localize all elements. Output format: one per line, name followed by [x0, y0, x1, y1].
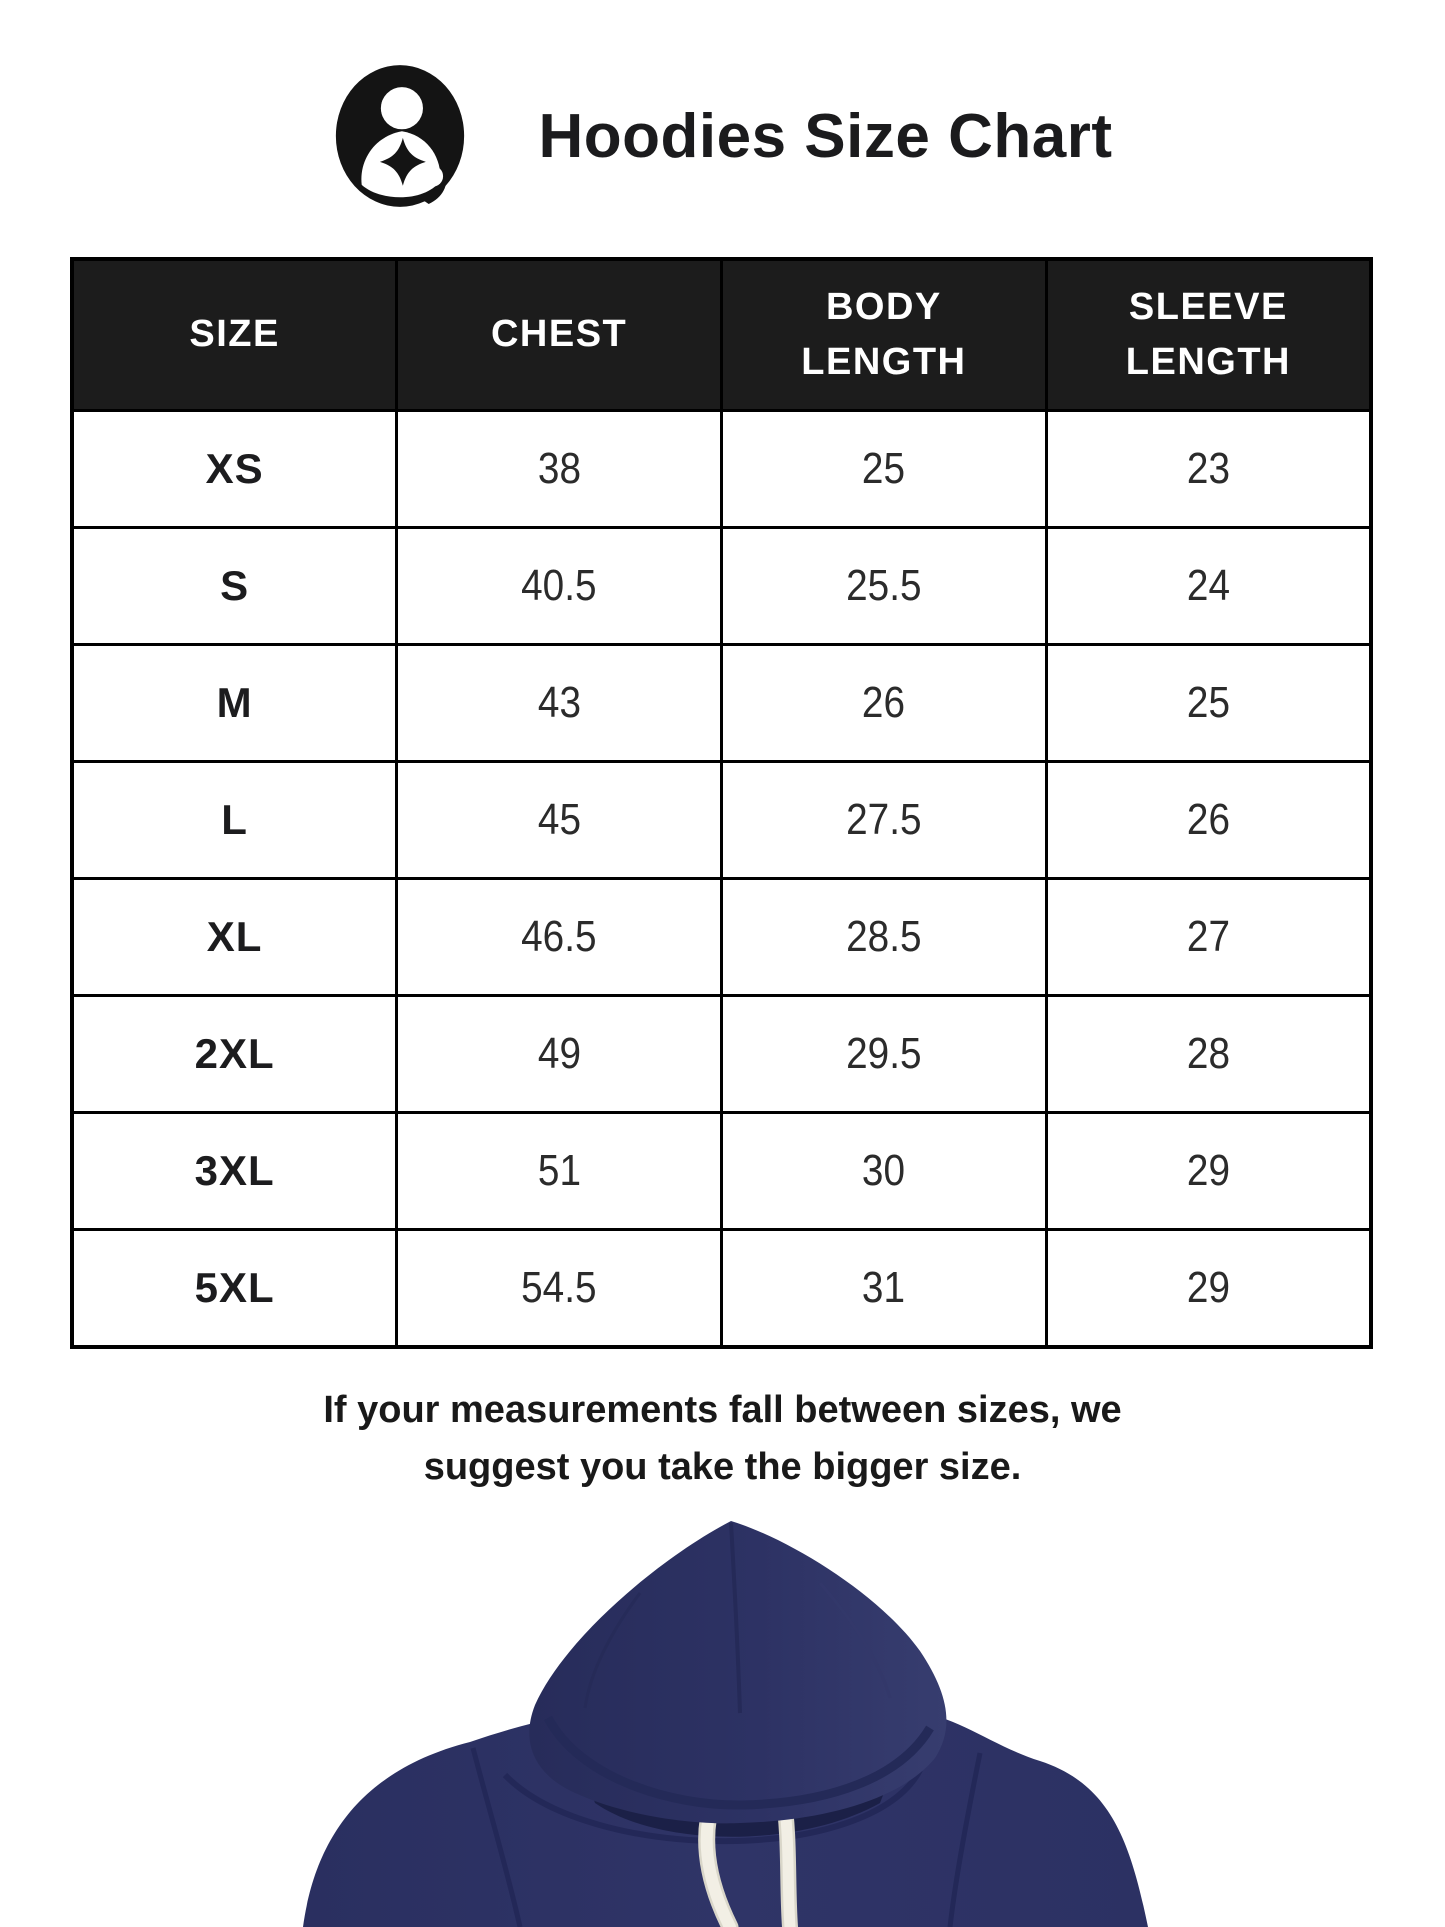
chest-cell: 46.5: [397, 879, 722, 996]
chest-cell: 51: [397, 1113, 722, 1230]
sleeve-length-cell: 26: [1046, 762, 1371, 879]
sleeve-length-cell: 23: [1046, 411, 1371, 528]
size-cell: 3XL: [72, 1113, 397, 1230]
brand-mascot-logo-icon: [333, 62, 467, 210]
body-length-cell: 31: [722, 1230, 1047, 1347]
sleeve-length-cell: 29: [1046, 1113, 1371, 1230]
chest-cell: 38: [397, 411, 722, 528]
body-length-cell: 30: [722, 1113, 1047, 1230]
sleeve-length-cell: 27: [1046, 879, 1371, 996]
table-row-xs: [72, 411, 1371, 528]
body-length-cell: 25.5: [722, 528, 1047, 645]
table-row-m: [72, 645, 1371, 762]
body-length-cell: 28.5: [722, 879, 1047, 996]
table-row-s: [72, 528, 1371, 645]
brand-header: [0, 62, 1445, 210]
chest-cell: 54.5: [397, 1230, 722, 1347]
table-row-3xl: [72, 1113, 1371, 1230]
size-cell: XL: [72, 879, 397, 996]
column-header-chest: CHEST: [397, 259, 722, 411]
chest-cell: 43: [397, 645, 722, 762]
size-chart-header-row: [72, 259, 1371, 411]
page-title: Hoodies Size Chart: [538, 101, 1113, 171]
size-cell: 2XL: [72, 996, 397, 1113]
size-cell: XS: [72, 411, 397, 528]
size-cell: L: [72, 762, 397, 879]
size-cell: S: [72, 528, 397, 645]
sleeve-length-cell: 29: [1046, 1230, 1371, 1347]
sleeve-length-cell: 24: [1046, 528, 1371, 645]
size-chart-body: [72, 411, 1371, 1347]
table-row-5xl: [72, 1230, 1371, 1347]
sleeve-length-cell: 28: [1046, 996, 1371, 1113]
chest-cell: 40.5: [397, 528, 722, 645]
size-chart-table: [70, 257, 1373, 1349]
body-length-cell: 27.5: [722, 762, 1047, 879]
column-header-sleeve-length: SLEEVE LENGTH: [1046, 259, 1371, 411]
hoodie-photo: [280, 1503, 1170, 1927]
sizing-note: [0, 1382, 1445, 1496]
chest-cell: 45: [397, 762, 722, 879]
table-row-l: [72, 762, 1371, 879]
size-cell: M: [72, 645, 397, 762]
body-length-cell: 29.5: [722, 996, 1047, 1113]
chest-cell: 49: [397, 996, 722, 1113]
size-cell: 5XL: [72, 1230, 397, 1347]
body-length-cell: 25: [722, 411, 1047, 528]
column-header-size: SIZE: [72, 259, 397, 411]
body-length-cell: 26: [722, 645, 1047, 762]
sizing-note-line1: If your measurements fall between sizes, we: [323, 1389, 1122, 1431]
table-row-2xl: [72, 996, 1371, 1113]
table-row-xl: [72, 879, 1371, 996]
sizing-note-line2: suggest you take the bigger size.: [423, 1446, 1022, 1488]
column-header-body-length: BODY LENGTH: [722, 259, 1047, 411]
sleeve-length-cell: 25: [1046, 645, 1371, 762]
